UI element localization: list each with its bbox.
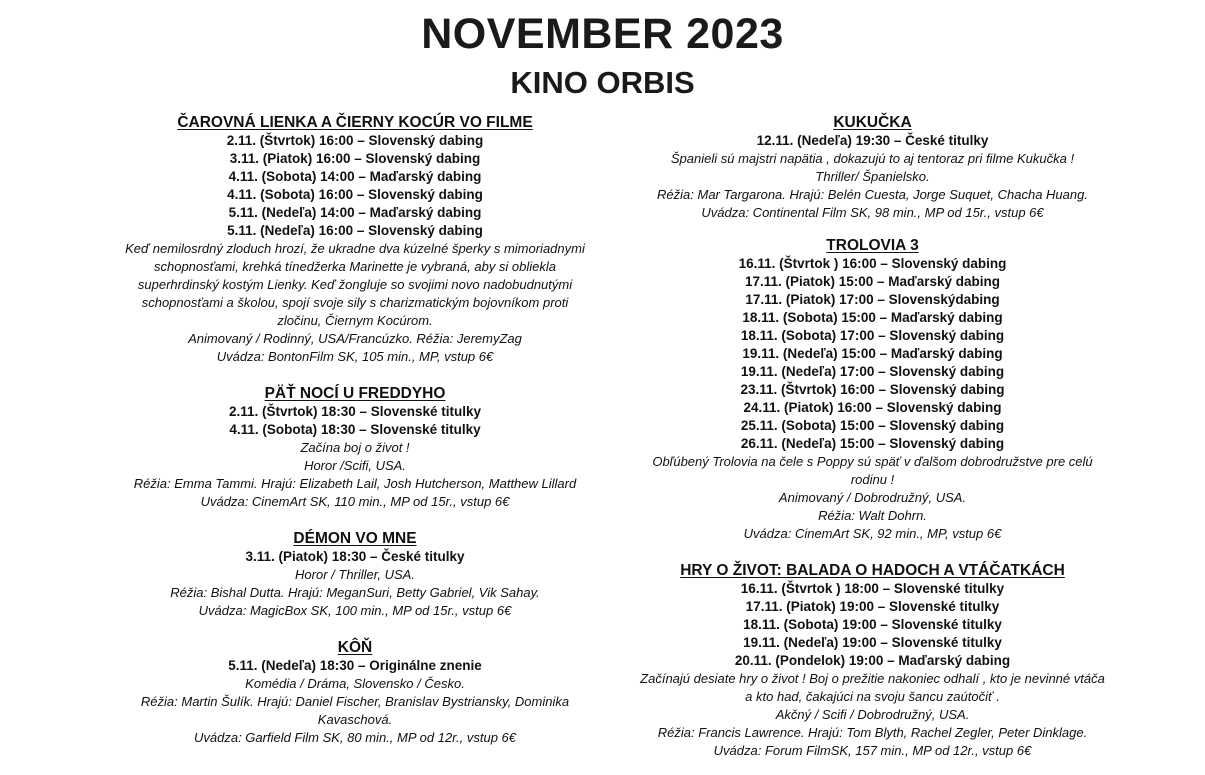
showtime: 18.11. (Sobota) 17:00 – Slovenský dabing — [740, 328, 1005, 343]
showtimes-list — [80, 132, 630, 240]
showtime: 18.11. (Sobota) 15:00 – Maďarský dabing — [742, 310, 1003, 325]
movie-info: Uvádza: MagicBox SK, 100 min., MP od 15r., vstup 6€ — [198, 603, 512, 618]
movie-info: schopnosťami a školou, spojí svoje sily s charizmatickým bojovníkom proti — [141, 295, 569, 310]
section-gap — [80, 511, 630, 529]
movie-info: Animovaný / Rodinný, USA/Francúzko. Réžia: JeremyZag — [188, 331, 522, 346]
showtime: 5.11. (Nedeľa) 16:00 – Slovenský dabing — [227, 223, 483, 238]
movie-info: Horor /Scifi, USA. — [304, 458, 406, 473]
showtime: 16.11. (Štvrtok ) 16:00 – Slovenský dabing — [738, 256, 1007, 271]
showtime: 18.11. (Sobota) 19:00 – Slovenské titulky — [743, 617, 1002, 632]
showtime: 24.11. (Piatok) 16:00 – Slovenský dabing — [743, 400, 1002, 415]
showtime: 3.11. (Piatok) 18:30 – České titulky — [245, 549, 465, 564]
showtime: 26.11. (Nedeľa) 15:00 – Slovenský dabing — [740, 436, 1005, 451]
movie-title: HRY O ŽIVOT: BALADA O HADOCH A VTÁČATKÁCH — [680, 562, 1065, 579]
showtimes-list — [80, 548, 630, 566]
showtime: 16.11. (Štvrtok ) 18:00 – Slovenské titulky — [740, 581, 1005, 596]
showtimes-list — [600, 580, 1145, 670]
movie-pat-noci-u-freddyho — [80, 384, 630, 511]
movie-info: Uvádza: Forum FilmSK, 157 min., MP od 12r., vstup 6€ — [713, 743, 1032, 758]
movie-info: superhrdinský kostým Lienky. Keď žongluje so svojimi novo nadobudnutými — [137, 277, 573, 292]
movie-info: Uvádza: Garfield Film SK, 80 min., MP od 12r., vstup 6€ — [194, 730, 516, 745]
showtime: 17.11. (Piatok) 17:00 – Slovenskýdabing — [745, 292, 1000, 307]
showtime: 2.11. (Štvrtok) 16:00 – Slovenský dabing — [226, 133, 484, 148]
showtime: 5.11. (Nedeľa) 14:00 – Maďarský dabing — [228, 205, 482, 220]
movie-title: KÔŇ — [337, 639, 373, 656]
showtime: 23.11. (Štvrtok) 16:00 – Slovenský dabing — [740, 382, 1005, 397]
movie-title: TROLOVIA 3 — [826, 237, 919, 254]
section-gap — [80, 620, 630, 638]
movie-info: Uvádza: CinemArt SK, 92 min., MP, vstup 6€ — [743, 526, 1002, 541]
showtime: 20.11. (Pondelok) 19:00 – Maďarský dabing — [734, 653, 1011, 668]
showtimes-list — [80, 657, 630, 675]
movie-info: Réžia: Bishal Dutta. Hrajú: MeganSuri, Betty Gabriel, Vik Sahay. — [170, 585, 540, 600]
section-gap — [600, 543, 1145, 561]
movie-kon — [80, 638, 630, 747]
right-column — [600, 113, 1145, 760]
movie-title: DÉMON VO MNE — [293, 530, 417, 547]
movie-info: Začína boj o život ! — [300, 440, 410, 455]
movie-hry-o-zivot — [600, 561, 1145, 760]
movie-info: Uvádza: CinemArt SK, 110 min., MP od 15r., vstup 6€ — [200, 494, 510, 509]
movie-info: Horor / Thriller, USA. — [295, 567, 415, 582]
movie-info: a kto had, čakajúci na svoju šancu zaútočiť . — [745, 689, 1000, 704]
showtime: 4.11. (Sobota) 18:30 – Slovenské titulky — [229, 422, 481, 437]
movie-info: Thriller/ Španielsko. — [815, 169, 930, 184]
movie-info: Animovaný / Dobrodružný, USA. — [778, 490, 967, 505]
movie-info: Keď nemilosrdný zloduch hrozí, že ukradne dva kúzelné šperky s mimoriadnymi — [125, 241, 585, 256]
movie-info: Španieli sú majstri napätia , dokazujú to aj tentoraz pri filme Kukučka ! — [670, 151, 1075, 166]
section-gap — [80, 366, 630, 384]
movie-info: Obľúbený Trolovia na čele s Poppy sú späť v ďalšom dobrodružstve pre celú — [652, 454, 1093, 469]
movie-title: PÄŤ NOCÍ U FREDDYHO — [264, 385, 446, 402]
movie-info: Uvádza: BontonFilm SK, 105 min., MP, vstup 6€ — [216, 349, 494, 364]
movie-title: KUKUČKA — [833, 114, 912, 131]
showtime: 4.11. (Sobota) 16:00 – Slovenský dabing — [227, 187, 483, 202]
movie-kukucka — [600, 113, 1145, 222]
showtime: 19.11. (Nedeľa) 19:00 – Slovenské titulky — [743, 635, 1002, 650]
showtime: 4.11. (Sobota) 14:00 – Maďarský dabing — [228, 169, 482, 184]
movie-info: rodinu ! — [850, 472, 895, 487]
section-gap — [600, 222, 1145, 236]
showtimes-list — [80, 403, 630, 439]
left-column — [80, 113, 630, 747]
showtime: 5.11. (Nedeľa) 18:30 – Originálne znenie — [228, 658, 482, 673]
movie-info: Akčný / Scifi / Dobrodružný, USA. — [775, 707, 970, 722]
movie-info: Réžia: Walt Dohrn. — [818, 508, 927, 523]
showtimes-list — [600, 132, 1145, 150]
movie-info: Komédia / Dráma, Slovensko / Česko. — [245, 676, 465, 691]
showtime: 3.11. (Piatok) 16:00 – Slovenský dabing — [229, 151, 481, 166]
movie-info: Uvádza: Continental Film SK, 98 min., MP od 15r., vstup 6€ — [701, 205, 1044, 220]
movie-info: zločinu, Čiernym Kocúrom. — [277, 313, 433, 328]
showtime: 17.11. (Piatok) 19:00 – Slovenské titulky — [745, 599, 1000, 614]
cinema-name: KINO ORBIS — [510, 65, 695, 100]
movie-info: Réžia: Francis Lawrence. Hrajú: Tom Blyth, Rachel Zegler, Peter Dinklage. — [657, 725, 1088, 740]
movie-demon-vo-mne — [80, 529, 630, 620]
showtime: 12.11. (Nedeľa) 19:30 – České titulky — [756, 133, 989, 148]
showtime: 19.11. (Nedeľa) 17:00 – Slovenský dabing — [740, 364, 1005, 379]
movie-info: Réžia: Martin Šulík. Hrajú: Daniel Fischer, Branislav Bystriansky, Dominika — [140, 694, 570, 709]
movie-info: Réžia: Mar Targarona. Hrajú: Belén Cuesta, Jorge Suquet, Chacha Huang. — [657, 187, 1088, 202]
movie-trolovia-3 — [600, 236, 1145, 543]
showtime: 2.11. (Štvrtok) 18:30 – Slovenské titulky — [228, 404, 482, 419]
showtime: 25.11. (Sobota) 15:00 – Slovenský dabing — [740, 418, 1005, 433]
showtime: 17.11. (Piatok) 15:00 – Maďarský dabing — [744, 274, 1001, 289]
page-title: NOVEMBER 2023 — [421, 10, 784, 58]
movie-info: schopnosťami, krehká tínedžerka Marinette je vybraná, aby si obliekla — [153, 259, 557, 274]
movie-carovna-lienka — [80, 113, 630, 366]
movie-info: Začínajú desiate hry o život ! Boj o prežitie nakoniec odhalí , kto je nevinné vtáča — [640, 671, 1105, 686]
movie-title: ČAROVNÁ LIENKA A ČIERNY KOCÚR VO FILME — [177, 114, 533, 131]
movie-info: Kavaschová. — [317, 712, 393, 727]
movie-info: Réžia: Emma Tammi. Hrajú: Elizabeth Lail, Josh Hutcherson, Matthew Lillard — [133, 476, 577, 491]
showtimes-list — [600, 255, 1145, 453]
showtime: 19.11. (Nedeľa) 15:00 – Maďarský dabing — [742, 346, 1003, 361]
